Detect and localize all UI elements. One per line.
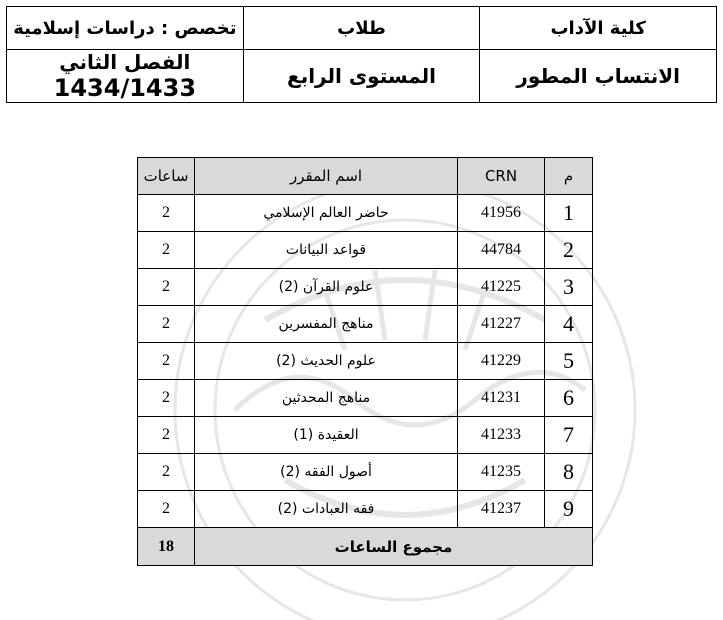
table-row xyxy=(138,269,593,306)
row-crn: 44784 xyxy=(458,232,545,269)
row-hours: 2 xyxy=(138,380,195,417)
row-index: 9 xyxy=(545,491,593,528)
table-row xyxy=(138,380,593,417)
total-hours-row xyxy=(138,528,593,566)
table-row xyxy=(138,454,593,491)
col-header-crn: CRN xyxy=(458,158,545,195)
table-row xyxy=(138,417,593,454)
row-hours: 2 xyxy=(138,269,195,306)
college-name: كلية الآداب xyxy=(480,7,717,50)
level-label: المستوى الرابع xyxy=(243,50,480,103)
table-row xyxy=(138,232,593,269)
specialization: تخصص : دراسات إسلامية xyxy=(7,7,244,50)
row-crn: 41235 xyxy=(458,454,545,491)
row-hours: 2 xyxy=(138,454,195,491)
row-course-name: فقه العبادات (2) xyxy=(195,491,458,528)
row-course-name: علوم الحديث (2) xyxy=(195,343,458,380)
header-row-2 xyxy=(7,50,717,103)
row-course-name: مناهج المحدثين xyxy=(195,380,458,417)
semester-label: الفصل الثاني xyxy=(59,50,191,74)
row-crn: 41233 xyxy=(458,417,545,454)
row-course-name: حاضر العالم الإسلامي xyxy=(195,195,458,232)
header-table xyxy=(6,6,717,103)
col-header-hours: ساعات xyxy=(138,158,195,195)
row-index: 3 xyxy=(545,269,593,306)
row-index: 5 xyxy=(545,343,593,380)
row-course-name: العقيدة (1) xyxy=(195,417,458,454)
col-header-course-name: اسم المقرر xyxy=(195,158,458,195)
col-header-index: م xyxy=(545,158,593,195)
row-hours: 2 xyxy=(138,195,195,232)
students-label: طلاب xyxy=(243,7,480,50)
row-hours: 2 xyxy=(138,491,195,528)
courses-table xyxy=(137,157,593,566)
row-crn: 41225 xyxy=(458,269,545,306)
row-hours: 2 xyxy=(138,306,195,343)
academic-year: 1434/1433 xyxy=(53,74,197,102)
table-row xyxy=(138,306,593,343)
semester-cell xyxy=(7,50,244,103)
row-crn: 41227 xyxy=(458,306,545,343)
courses-header-row xyxy=(138,158,593,195)
row-course-name: علوم القرآن (2) xyxy=(195,269,458,306)
total-hours-label: مجموع الساعات xyxy=(195,528,593,566)
row-index: 8 xyxy=(545,454,593,491)
row-index: 4 xyxy=(545,306,593,343)
row-crn: 41231 xyxy=(458,380,545,417)
row-crn: 41956 xyxy=(458,195,545,232)
row-hours: 2 xyxy=(138,232,195,269)
row-index: 2 xyxy=(545,232,593,269)
row-index: 7 xyxy=(545,417,593,454)
row-hours: 2 xyxy=(138,343,195,380)
row-crn: 41237 xyxy=(458,491,545,528)
table-row xyxy=(138,343,593,380)
program-name: الانتساب المطور xyxy=(480,50,717,103)
header-row-1 xyxy=(7,7,717,50)
row-course-name: مناهج المفسرين xyxy=(195,306,458,343)
table-row xyxy=(138,491,593,528)
row-course-name: قواعد البيانات xyxy=(195,232,458,269)
row-course-name: أصول الفقه (2) xyxy=(195,454,458,491)
row-hours: 2 xyxy=(138,417,195,454)
row-index: 1 xyxy=(545,195,593,232)
total-hours-value: 18 xyxy=(138,528,195,566)
row-index: 6 xyxy=(545,380,593,417)
table-row xyxy=(138,195,593,232)
row-crn: 41229 xyxy=(458,343,545,380)
